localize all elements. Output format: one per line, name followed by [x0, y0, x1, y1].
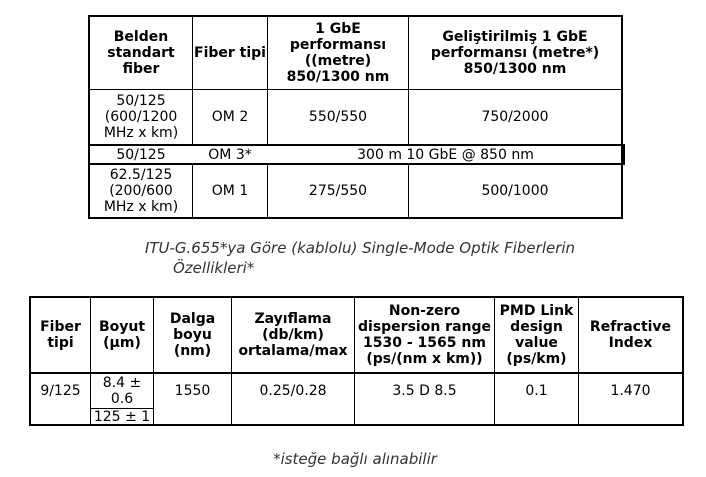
- table2-header: Dalga boyu (nm): [169, 311, 216, 359]
- table2-header: PMD Link design value (ps/km): [499, 303, 574, 367]
- table-cell: 50/125: [116, 146, 166, 163]
- table-cell: OM 2: [211, 109, 249, 125]
- table-cell: OM 1: [211, 183, 249, 199]
- table2-header: Zayıflama (db/km) ortalama/max: [238, 311, 348, 359]
- table-cell: 9/125: [40, 383, 81, 399]
- table1-border: [88, 217, 623, 219]
- table-cell: 62.5/125 (200/600 MHz x km): [103, 167, 179, 215]
- table2-header: Fiber tipi: [40, 319, 81, 351]
- table-cell: 1550: [174, 383, 211, 399]
- table2-header: Refractive Index: [589, 319, 672, 351]
- table2-header: Boyut (µm): [98, 319, 146, 351]
- table-caption: ITU-G.655*ya Göre (kablolu) Single-Mode Optik Fiberlerin Özellikleri*: [144, 239, 576, 277]
- table-cell: 550/550: [308, 109, 368, 125]
- table-cell: 8.4 ± 0.6: [102, 375, 142, 407]
- table-cell: 300 m 10 GbE @ 850 nm: [357, 146, 534, 163]
- table-cell: 275/550: [308, 183, 368, 199]
- table1-header: Geliştirilmiş 1 GbE performansı (metre*) 850/1300 nm: [430, 29, 600, 77]
- table-cell: 1.470: [610, 383, 651, 399]
- table-cell: OM 3*: [208, 146, 252, 163]
- table-cell: 3.5 D 8.5: [392, 383, 457, 399]
- table-cell: 500/1000: [481, 183, 549, 199]
- table1-header: Fiber tipi: [194, 45, 266, 61]
- table1-border: [623, 144, 625, 165]
- table2-header: Non-zero dispersion range 1530 - 1565 nm (ps/(nm x km)): [358, 303, 491, 367]
- table2-border: [682, 296, 684, 426]
- table-cell: 125 ± 1: [93, 408, 151, 425]
- table1-border: [621, 15, 623, 219]
- table-cell: 50/125 (600/1200 MHz x km): [103, 93, 179, 141]
- table-cell: 750/2000: [481, 109, 549, 125]
- footnote: *isteğe bağlı alınabilir: [273, 450, 437, 468]
- table-cell: 0.1: [525, 383, 548, 399]
- table1-header: 1 GbE performansı ((metre) 850/1300 nm: [286, 21, 390, 85]
- table1-header: Belden standart fiber: [107, 29, 175, 77]
- table-cell: 0.25/0.28: [259, 383, 327, 399]
